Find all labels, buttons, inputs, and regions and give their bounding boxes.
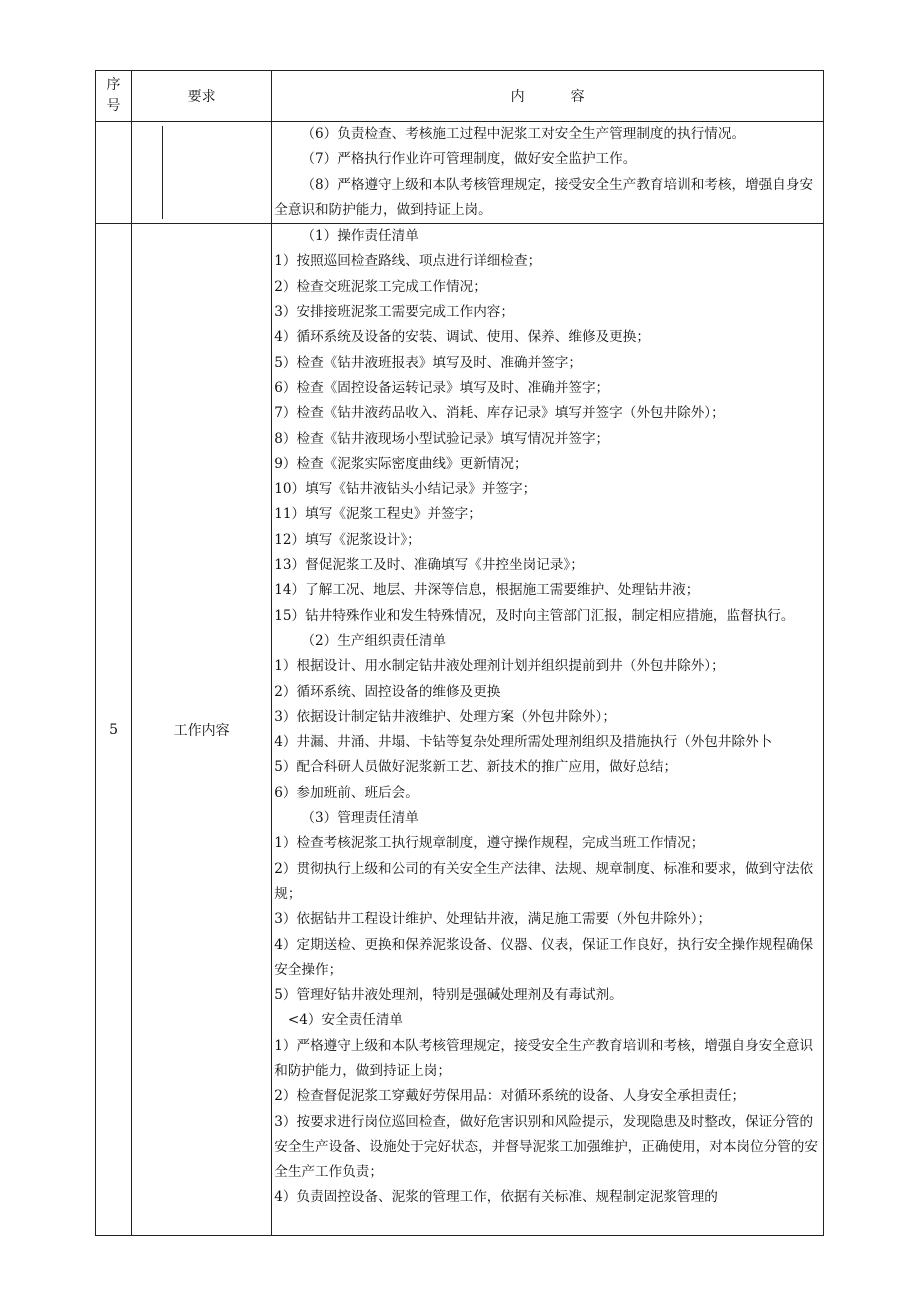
list-item: 2）贯彻执行上级和公司的有关安全生产法律、法规、规章制度、标准和要求，做到守法依规； [274, 860, 814, 902]
list-item: 15）钻井特殊作业和发生特殊情况，及时向主管部门汇报，制定相应措施，监督执行。 [274, 607, 795, 624]
list-item: 3）依据钻井工程设计维护、处理钻井液，满足施工需要（外包井除外）； [274, 911, 712, 928]
list-item: 3）按要求进行岗位巡回检查，做好危害识别和风险提示，发现隐患及时整改，保证分管的安全生产设备、设施处于完好状态，并督导泥浆工加强维护，正确使用，对本岗位分管的安全生产工作负责； [274, 1113, 818, 1181]
list-item: 6）检查《固控设备运转记录》填写及时、准确并签字； [274, 379, 610, 396]
list-item: 6）参加班前、班后会。 [274, 784, 419, 801]
continued-row [96, 122, 824, 224]
list-item: 1）根据设计、用水制定钻井液处理剂计划并组织提前到井（外包井除外）； [274, 658, 725, 675]
list-item: 4）井漏、井涌、井塌、卡钻等复杂处理所需处理剂组织及措施执行（外包井除外卜 [274, 734, 773, 751]
list-item: 3）安排接班泥浆工需要完成工作内容； [274, 304, 514, 321]
continued-requirement-cell [132, 122, 272, 224]
header-number [96, 71, 132, 122]
list-item: 10）填写《钻井液钻头小结记录》并签字； [274, 481, 537, 498]
list-item: 4）定期送检、更换和保养泥浆设备、仪器、仪表，保证工作良好，执行安全操作规程确保安全操作； [274, 936, 814, 978]
header-content-b: 容 [570, 89, 585, 105]
section-title: （1）操作责任清单 [301, 228, 419, 245]
duty-table [95, 70, 824, 1236]
content-line: （6）负责检查、考核施工过程中泥浆工对安全生产管理制度的执行情况。 [301, 126, 746, 142]
row-5 [96, 224, 824, 1236]
list-item: 5）管理好钻井液处理剂，特别是强碱处理剂及有毒试剂。 [274, 987, 623, 1004]
header-requirement: 要求 [132, 71, 272, 122]
content-line: （7）严格执行作业许可管理制度，做好安全监护工作。 [301, 151, 637, 168]
list-item: 2）检查交班泥浆工完成工作情况； [274, 278, 487, 295]
list-item: 4）负责固控设备、泥浆的管理工作，依据有关标准、规程制定泥浆管理的 [274, 1189, 718, 1206]
list-item: 11）填写《泥浆工程史》并签字； [274, 506, 482, 523]
section-title: <4）安全责任清单 [287, 1012, 404, 1029]
header-number-line2: 号 [106, 98, 121, 114]
list-item: 2）循环系统、固控设备的维修及更换 [274, 683, 501, 700]
continued-number-cell [96, 122, 132, 224]
row-content [272, 224, 824, 1236]
header-number-line1: 序 [106, 77, 121, 93]
list-item: 5）检查《钻井液班报表》填写及时、准确并签字； [274, 354, 582, 371]
row-number: 5 [96, 224, 132, 1236]
list-item: 1）按照巡回检查路线、项点进行详细检查； [274, 253, 542, 270]
list-item: 13）督促泥浆工及时、准确填写《井控坐岗记录》； [274, 557, 584, 574]
list-item: 4）循环系统及设备的安装、调试、使用、保养、维修及更换； [274, 329, 650, 346]
section-title: （3）管理责任清单 [301, 810, 419, 827]
header-content-a: 内 [510, 89, 525, 105]
list-item: 7）检查《钻井液药品收入、消耗、库存记录》填写并签字（外包井除外）； [274, 405, 725, 422]
section-title: （2）生产组织责任清单 [301, 632, 447, 649]
content-line: （8）严格遵守上级和本队考核管理规定，接受安全生产教育培训和考核，增强自身安全意识和防护能力，做到持证上岗。 [274, 176, 814, 218]
list-item: 3）依据设计制定钻井液维护、处理方案（外包井除外）； [274, 708, 616, 725]
list-item: 1）严格遵守上级和本队考核管理规定，接受安全生产教育培训和考核，增强自身安全意识和防护能力，做到持证上岗； [274, 1037, 814, 1079]
list-item: 8）检查《钻井液现场小型试验记录》填写情况并签字； [274, 430, 610, 447]
list-item: 5）配合科研人员做好泥浆新工艺、新技术的推广应用，做好总结； [274, 759, 678, 776]
row-requirement: 工作内容 [132, 224, 272, 1236]
continued-content-cell [272, 122, 824, 224]
header-content [272, 71, 824, 122]
list-item: 1）检查考核泥浆工执行规章制度，遵守操作规程，完成当班工作情况； [274, 835, 705, 852]
list-item: 9）检查《泥浆实际密度曲线》更新情况； [274, 455, 528, 472]
list-item: 14）了解工况、地层、井深等信息，根据施工需要维护、处理钻井液； [274, 582, 700, 599]
header-row [96, 71, 824, 122]
list-item: 12）填写《泥浆设计》； [274, 531, 421, 548]
list-item: 2）检查督促泥浆工穿戴好劳保用品：对循环系统的设备、人身安全承担责任； [274, 1088, 746, 1105]
